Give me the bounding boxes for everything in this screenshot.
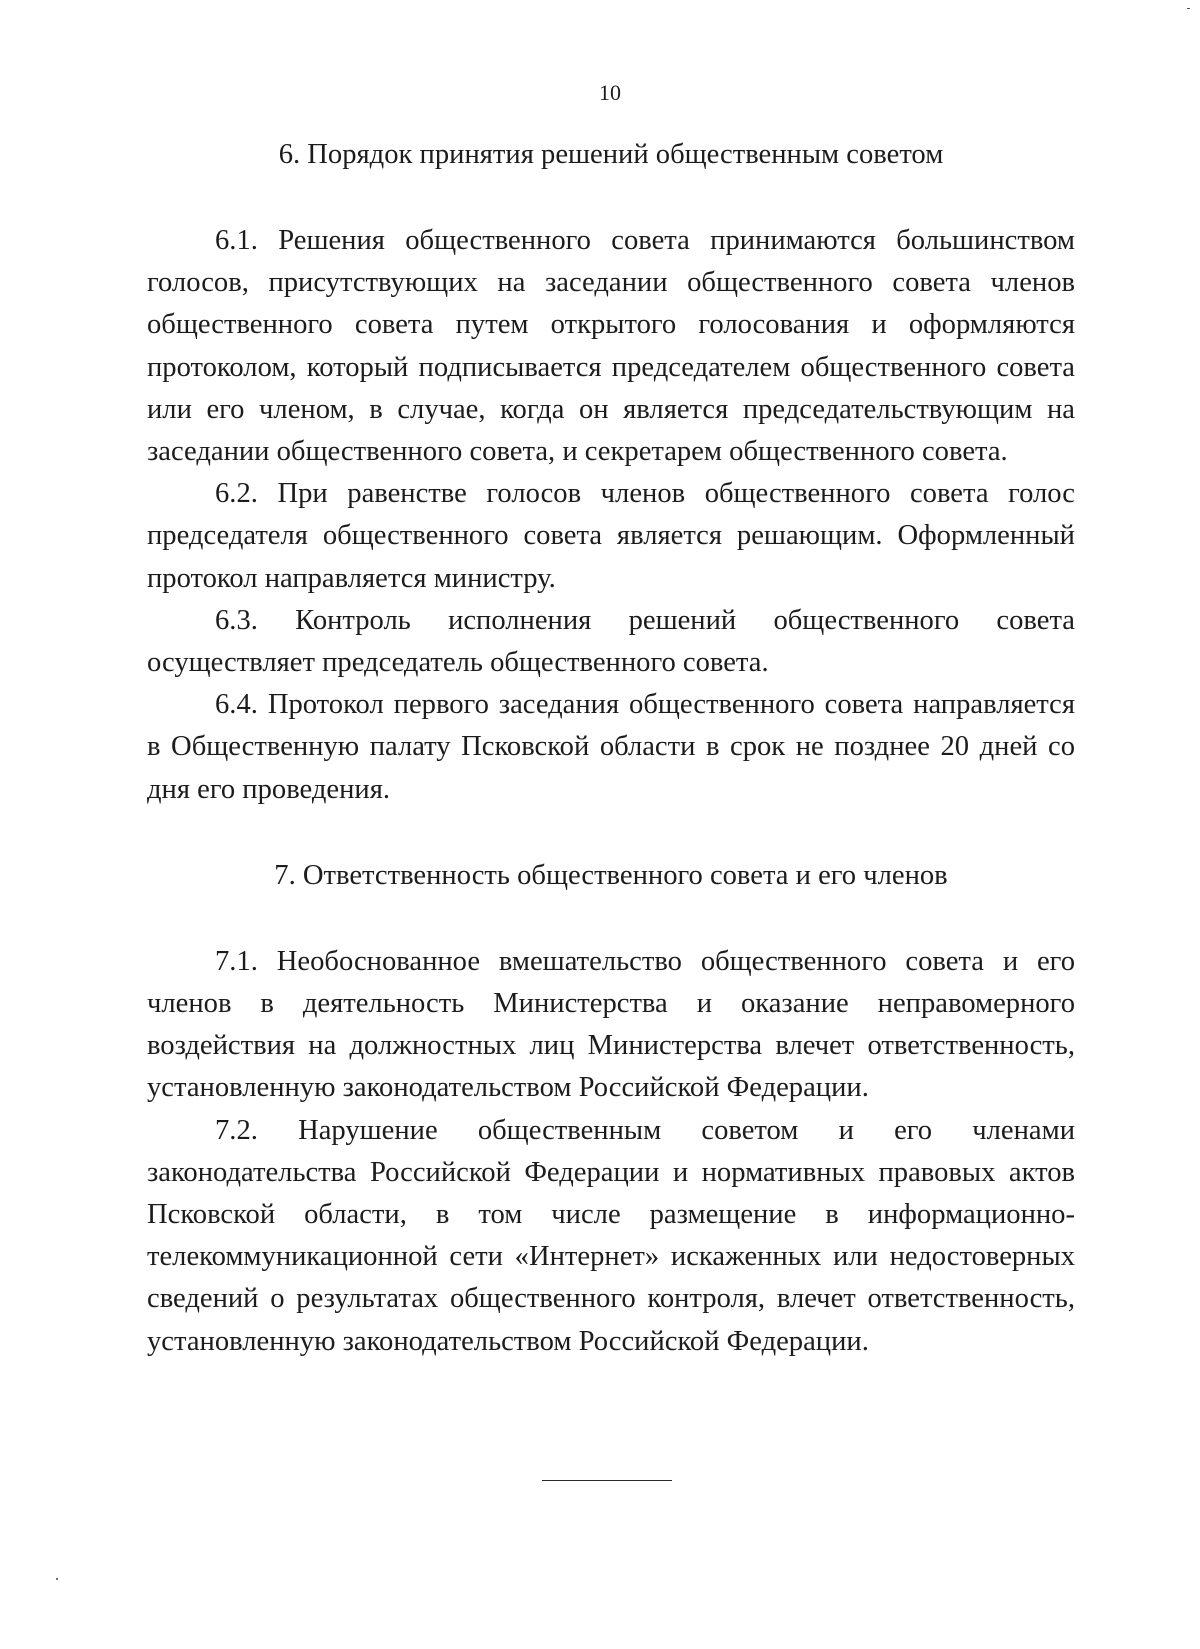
section-7 [147,855,1075,1363]
paragraph-6-1: 6.1. Решения общественного совета принимаются большинством голосов, присутствующих на заседании общественного совета членов общественного совета путем открытого голосования и оформляются протоколом, который подписывается председателем общественного совета или его членом, в случае, когда он является председательствующим на заседании общественного совета, и секретарем общественного совета. [147,225,1075,468]
section-6 [147,134,1075,811]
paragraph-6-4: 6.4. Протокол первого заседания общественного совета направляется в Общественную палату Псковской области в срок не позднее 20 дней со дня его проведения. [147,689,1075,805]
paragraph-6-3: 6.3. Контроль исполнения решений общественного совета осуществляет председатель общественного совета. [147,604,1075,679]
paragraph-7-2: 7.2. Нарушение общественным советом и его членами законодательства Российской Федерации и нормативных правовых актов Псковской области, в том числе размещение в информационно-телекоммуникационной сети «Интернет» искаженных или недостоверных сведений о результатах общественного контроля, влечет ответственность, установленную законодательством Российской Федерации. [147,1114,1075,1357]
scan-speck [1187,8,1190,9]
scan-speck [56,1578,58,1580]
paragraph-7-1: 7.1. Необоснованное вмешательство общественного совета и его членов в деятельность Министерства и оказание неправомерного воздействия на должностных лиц Министерства влечет ответственность, установленную законодательством Российской Федерации. [147,945,1075,1104]
spacer [147,176,1075,220]
paragraph-6-2: 6.2. При равенстве голосов членов общественного совета голос председателя общественного совета является решающим. Оформленный протокол направляется министру. [147,478,1075,594]
section-7-heading: 7. Ответственность общественного совета и его членов [274,859,948,891]
spacer [147,897,1075,941]
section-6-heading: 6. Порядок принятия решений общественным советом [278,139,944,170]
document-body [147,134,1075,1363]
end-of-document-rule [542,1480,672,1481]
page-number: 10 [599,80,621,105]
spacer [147,811,1075,855]
